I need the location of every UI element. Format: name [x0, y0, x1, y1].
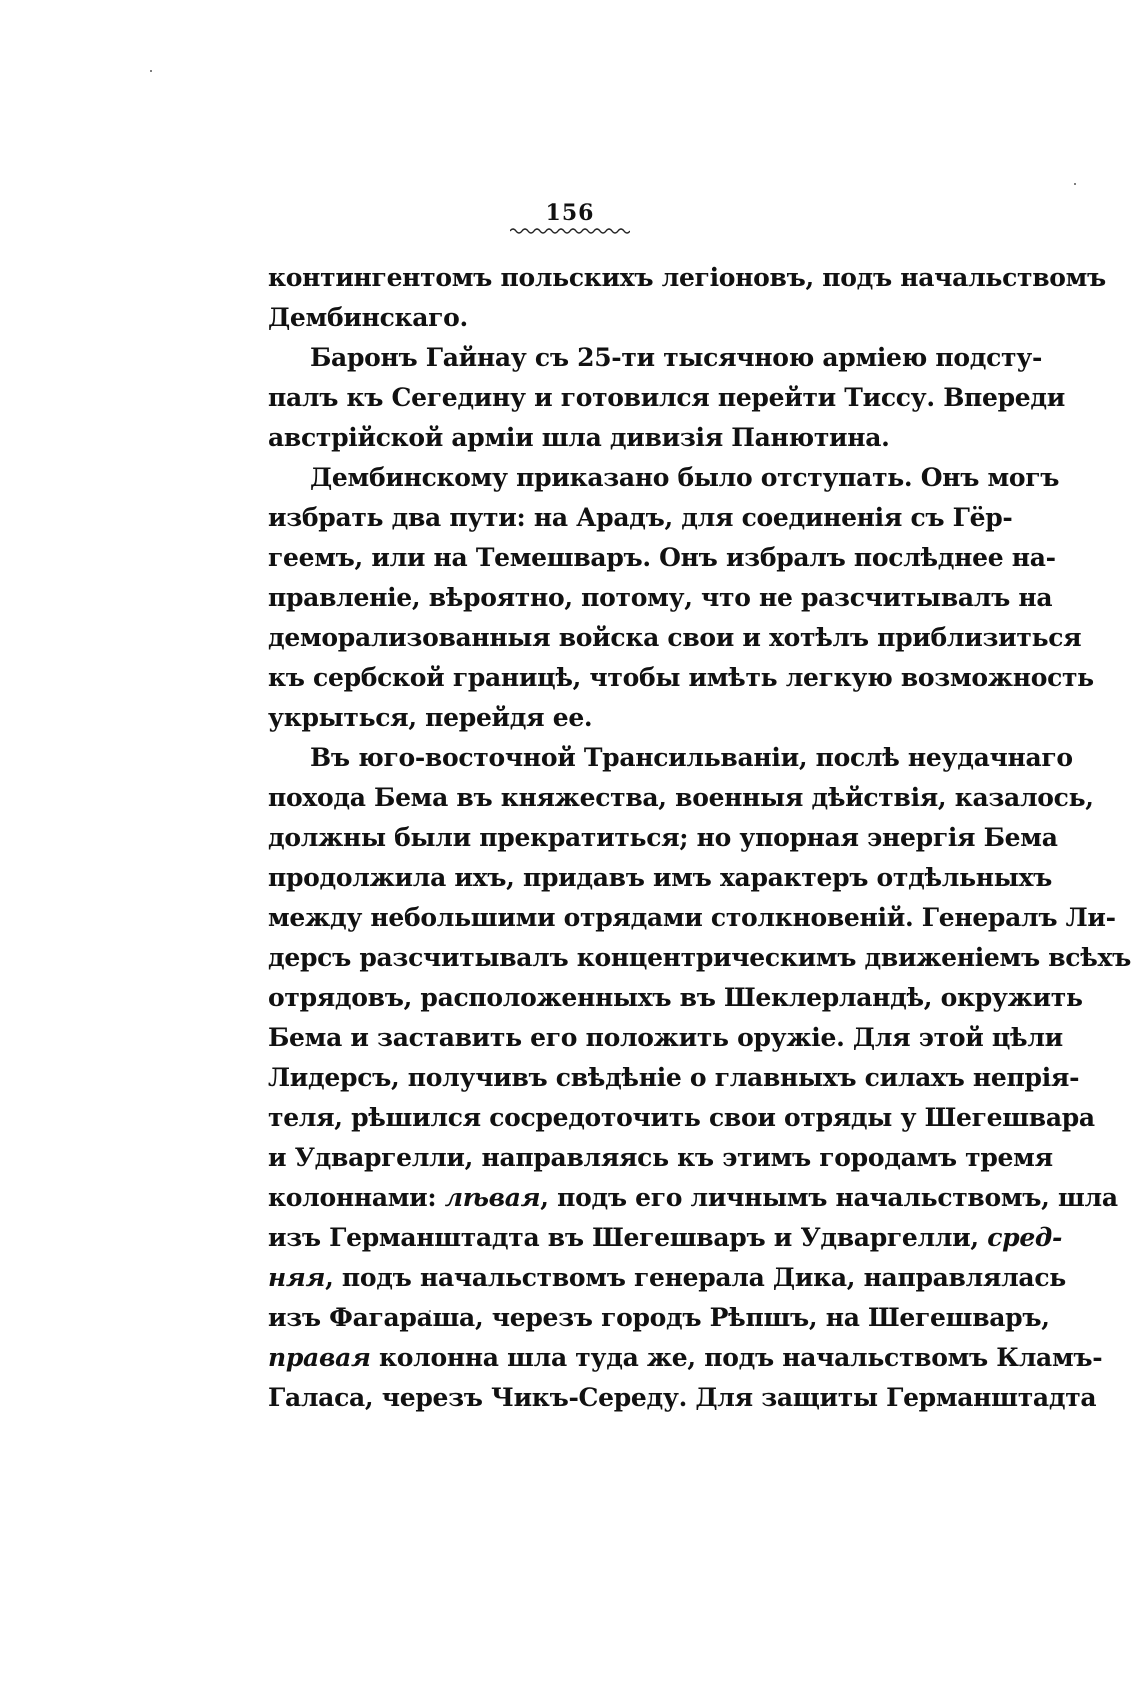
text-line: теля, рѣшился сосредоточить свои отряды у Шегешвара	[268, 1103, 1095, 1132]
text-line: няя, подъ начальствомъ генерала Дика, направлялась	[268, 1263, 1066, 1292]
text-line: отрядовъ, расположенныхъ въ Шеклерландѣ, окружить	[268, 983, 1083, 1012]
paragraph	[268, 738, 1131, 1418]
text-line: продолжила ихъ, придавъ имъ характеръ отдѣльныхъ	[268, 863, 1052, 892]
text-line: и Удваргелли, направляясь къ этимъ городамъ тремя	[268, 1143, 1053, 1172]
page-body-text	[268, 258, 1131, 1418]
scan-speck	[150, 70, 152, 72]
text-line: избрать два пути: на Арадъ, для соединенія съ Гёр-	[268, 503, 1013, 532]
text-line: Баронъ Гайнау съ 25-ти тысячною арміею подсту-	[310, 343, 1043, 372]
text-line: правая колонна шла туда же, подъ начальствомъ Кламъ-	[268, 1343, 1103, 1372]
paragraph	[268, 258, 1106, 338]
paragraph	[268, 338, 1066, 458]
text-line: между небольшими отрядами столкновеній. Генералъ Ли-	[268, 903, 1116, 932]
paragraph	[268, 458, 1094, 738]
text-line: Галаса, черезъ Чикъ-Середу. Для защиты Германштадта	[268, 1383, 1097, 1412]
page-number: 156	[545, 200, 595, 226]
text-line: дерсъ разсчитывалъ концентрическимъ движеніемъ всѣхъ	[268, 943, 1131, 972]
text-line: укрыться, перейдя ее.	[268, 703, 593, 732]
text-line: къ сербской границѣ, чтобы имѣть легкую возможность	[268, 663, 1094, 692]
text-line: похода Бема въ княжества, военныя дѣйствія, казалось,	[268, 783, 1094, 812]
text-line: Дембинскаго.	[268, 303, 468, 332]
wavy-rule-ornament	[510, 226, 630, 236]
text-line: правленіе, вѣроятно, потому, что не разсчитывалъ на	[268, 583, 1053, 612]
page-header	[0, 200, 1140, 236]
text-line: должны были прекратиться; но упорная энергія Бема	[268, 823, 1058, 852]
text-line: австрійской арміи шла дивизія Панютина.	[268, 423, 890, 452]
text-line: геемъ, или на Темешваръ. Онъ избралъ послѣднее на-	[268, 543, 1056, 572]
text-line: контингентомъ польскихъ легіоновъ, подъ начальствомъ	[268, 263, 1106, 292]
text-line: Въ юго-восточной Трансильваніи, послѣ неудачнаго	[310, 743, 1073, 772]
text-line: Бема и заставить его положить оружіе. Для этой цѣли	[268, 1023, 1063, 1052]
text-line: деморализованныя войска свои и хотѣлъ приблизиться	[268, 623, 1082, 652]
text-line: Дембинскому приказано было отступать. Онъ могъ	[310, 463, 1060, 492]
scan-speck	[1074, 183, 1076, 185]
text-line: изъ Фагараша, черезъ городъ Рѣпшъ, на Шегешваръ,	[268, 1303, 1050, 1332]
text-line: изъ Германштадта въ Шегешваръ и Удваргелли, сред-	[268, 1223, 1063, 1252]
text-line: палъ къ Сегедину и готовился перейти Тиссу. Впереди	[268, 383, 1066, 412]
text-line: Лидерсъ, получивъ свѣдѣніе о главныхъ силахъ непрія-	[268, 1063, 1080, 1092]
text-line: колоннами: лѣвая, подъ его личнымъ начальствомъ, шла	[268, 1183, 1118, 1212]
